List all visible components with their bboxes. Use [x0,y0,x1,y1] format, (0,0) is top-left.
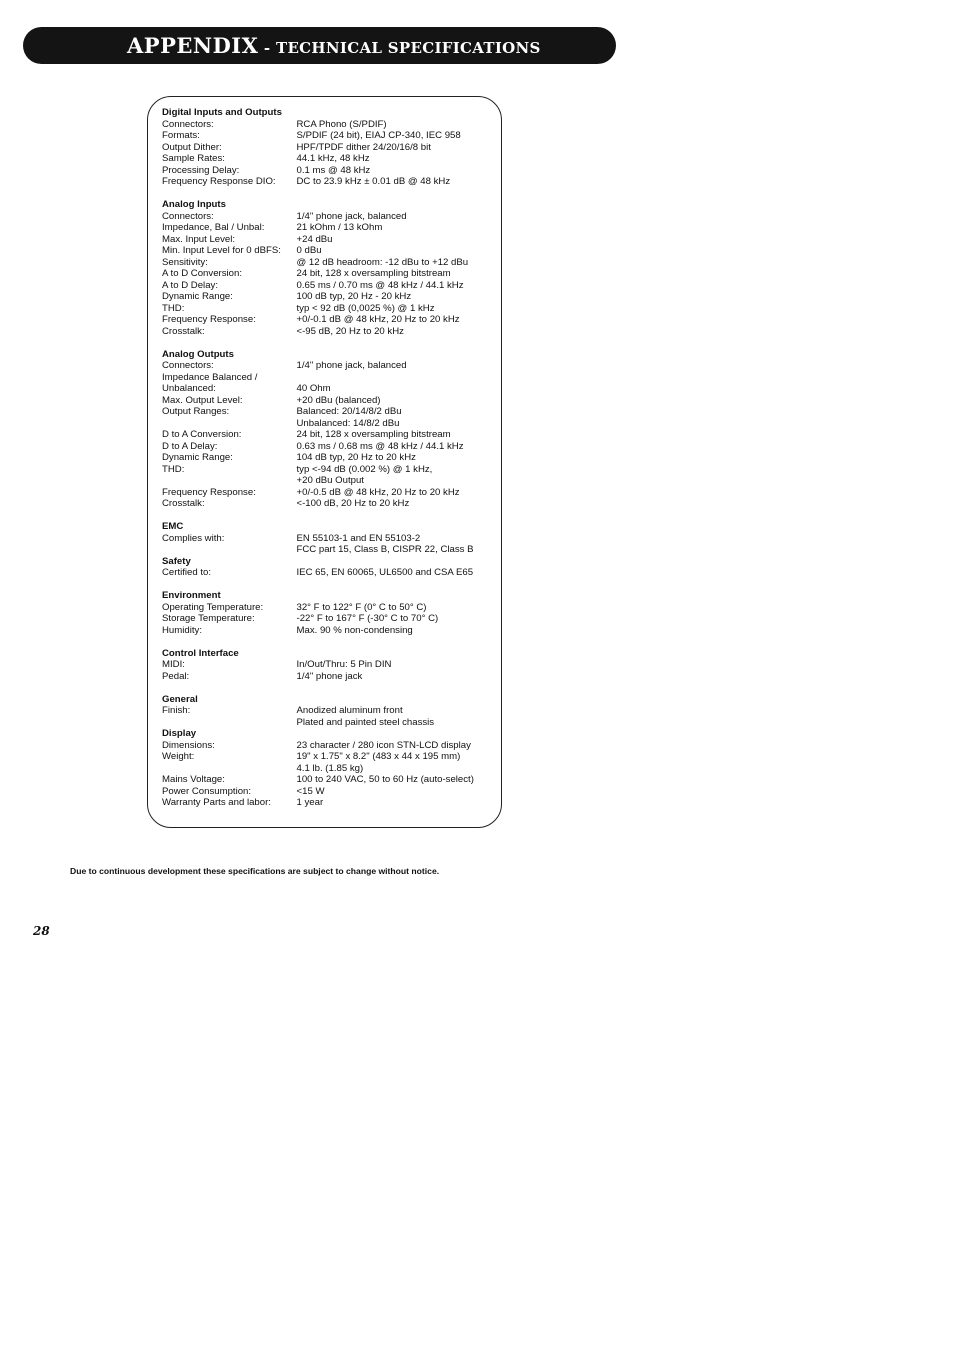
spec-label: Connectors: [162,118,214,130]
spec-label: Impedance, Bal / Unbal: [162,222,265,233]
section-title: Analog Outputs [162,348,234,360]
section-title: Safety [162,555,191,567]
spec-value: In/Out/Thru: 5 Pin DIN [296,659,392,670]
spec-section [162,349,500,510]
spec-row [162,740,500,752]
spec-label: Pedal: [162,670,190,682]
spec-row [162,280,500,292]
spec-row [162,395,500,407]
spec-label: Sensitivity: [162,256,208,268]
spec-label: Weight: [162,751,195,762]
spec-label: Max. Output Level: [162,394,243,406]
page-title [127,33,541,58]
spec-value: 1/4" phone jack, balanced [296,360,407,371]
spec-row [162,360,500,372]
spec-row [162,567,500,579]
spec-row [162,671,500,683]
spec-row [162,441,500,453]
header-banner [23,27,616,64]
section-title: Digital Inputs and Outputs [162,107,282,118]
spec-value: 24 bit, 128 x oversampling bitstream [296,429,451,440]
spec-value: 100 dB typ, 20 Hz - 20 kHz [296,291,412,302]
spec-label: D to A Conversion: [162,429,242,440]
spec-label: Finish: [162,705,191,716]
specifications-list [162,107,500,820]
spec-row [162,383,500,395]
spec-label: Formats: [162,130,200,141]
spec-value: FCC part 15, Class B, CISPR 22, Class B [296,544,474,555]
spec-row [162,774,500,786]
spec-label: THD: [162,463,185,475]
spec-row [162,153,500,165]
spec-row [162,452,500,464]
spec-label: Max. Input Level: [162,233,236,245]
spec-label [162,763,297,775]
spec-row [162,176,500,188]
spec-row [162,659,500,671]
spec-value: HPF/TPDF dither 24/20/16/8 bit [296,141,431,153]
spec-value: 1/4" phone jack, balanced [296,210,407,222]
spec-row [162,119,500,131]
spec-label: Crosstalk: [162,325,205,337]
spec-row [162,751,500,763]
spec-value: 1/4" phone jack [296,670,363,682]
section-title: Display [162,728,197,739]
spec-value: Max. 90 % non-condensing [296,624,413,636]
spec-row [162,314,500,326]
spec-row [162,464,500,476]
spec-value: <15 W [296,785,325,797]
spec-row [162,406,500,418]
spec-row [162,234,500,246]
spec-row [162,705,500,717]
spec-value: RCA Phono (S/PDIF) [296,118,387,130]
section-title: EMC [162,521,184,532]
spec-section [162,590,500,636]
spec-value: 24 bit, 128 x oversampling bitstream [296,268,451,279]
spec-row [162,326,500,338]
spec-value: 1 year [296,797,324,808]
spec-value: 104 dB typ, 20 Hz to 20 kHz [296,452,416,463]
spec-value: 0.65 ms / 0.70 ms @ 48 kHz / 44.1 kHz [296,279,464,291]
spec-value: +0/-0.1 dB @ 48 kHz, 20 Hz to 20 kHz [296,314,460,325]
spec-label: Frequency Response DIO: [162,176,276,187]
spec-value: <-95 dB, 20 Hz to 20 kHz [296,325,404,337]
spec-label: A to D Delay: [162,279,218,291]
spec-section [162,199,500,337]
section-title: Control Interface [162,647,239,659]
spec-label: D to A Delay: [162,440,218,452]
spec-row [162,763,500,775]
spec-label: Humidity: [162,624,202,636]
spec-row [162,544,500,556]
spec-row [162,130,500,142]
spec-label: Frequency Response: [162,314,256,325]
section-title: Environment [162,590,221,601]
spec-label: Min. Input Level for 0 dBFS: [162,245,281,256]
spec-label: Dimensions: [162,739,215,751]
spec-value: 21 kOhm / 13 kOhm [296,222,383,233]
page-number: 28 [33,924,50,938]
spec-label: Operating Temperature: [162,601,264,613]
spec-value: DC to 23.9 kHz ± 0.01 dB @ 48 kHz [296,176,451,187]
spec-row [162,487,500,499]
spec-value: +20 dBu (balanced) [296,394,381,406]
spec-row [162,797,500,809]
spec-label: Unbalanced: [162,383,216,394]
spec-row [162,222,500,234]
spec-value: -22° F to 167° F (-30° C to 70° C) [296,613,439,624]
spec-label: Connectors: [162,210,214,222]
spec-value: Anodized aluminum front [296,705,403,716]
spec-label: Connectors: [162,360,214,371]
spec-row [162,786,500,798]
spec-label: Frequency Response: [162,486,256,498]
spec-row [162,625,500,637]
title-sub: - TECHNICAL SPECIFICATIONS [258,39,541,57]
spec-value: IEC 65, EN 60065, UL6500 and CSA E65 [296,567,474,578]
section-title: Analog Inputs [162,199,226,210]
spec-label: Complies with: [162,532,225,544]
spec-value: 0.63 ms / 0.68 ms @ 48 kHz / 44.1 kHz [296,440,464,452]
spec-row [162,418,500,430]
spec-value: 23 character / 280 icon STN-LCD display [296,739,471,751]
spec-value: 19" x 1.75" x 8.2" (483 x 44 x 195 mm) [296,751,461,762]
spec-row [162,142,500,154]
spec-value: EN 55103-1 and EN 55103-2 [296,532,421,544]
spec-value: 4.1 lb. (1.85 kg) [296,762,364,774]
title-main: APPENDIX [127,33,259,58]
spec-value: 40 Ohm [296,383,331,394]
spec-label: Warranty Parts and labor: [162,797,271,808]
spec-value: 0.1 ms @ 48 kHz [296,164,371,176]
spec-value: +24 dBu [296,233,333,245]
spec-label: Crosstalk: [162,498,205,509]
spec-value: 0 dBu [296,245,322,256]
spec-row [162,717,500,729]
spec-value: S/PDIF (24 bit), EIAJ CP-340, IEC 958 [296,130,461,141]
spec-row [162,602,500,614]
spec-label: Storage Temperature: [162,613,255,624]
spec-row [162,268,500,280]
spec-label: A to D Conversion: [162,268,242,279]
spec-label [162,717,297,729]
spec-section [162,521,500,556]
spec-row [162,257,500,269]
spec-label: MIDI: [162,659,185,670]
spec-label: Output Dither: [162,141,222,153]
spec-label [162,475,297,487]
spec-value: Balanced: 20/14/8/2 dBu [296,406,402,417]
spec-row [162,613,500,625]
spec-label: Processing Delay: [162,164,240,176]
spec-section [162,556,500,579]
spec-label: Dynamic Range: [162,291,233,302]
spec-row [162,245,500,257]
spec-value: 32° F to 122° F (0° C to 50° C) [296,601,427,613]
spec-row [162,498,500,510]
change-notice: Due to continuous development these specifications are subject to change without notice. [70,866,440,876]
spec-value: <-100 dB, 20 Hz to 20 kHz [296,498,410,509]
spec-row [162,211,500,223]
spec-value: 44.1 kHz, 48 kHz [296,153,370,164]
section-title: General [162,693,198,705]
spec-label: Output Ranges: [162,406,230,417]
spec-label [162,544,297,556]
spec-value: Plated and painted steel chassis [296,716,435,728]
spec-value: Unbalanced: 14/8/2 dBu [296,417,400,429]
specifications-box [147,96,502,828]
spec-label [162,418,297,430]
spec-value: +0/-0.5 dB @ 48 kHz, 20 Hz to 20 kHz [296,486,460,498]
spec-label: THD: [162,302,185,314]
spec-section [162,107,500,188]
spec-label: Power Consumption: [162,785,252,797]
spec-label: Certified to: [162,567,212,578]
spec-section [162,648,500,683]
spec-value: @ 12 dB headroom: -12 dBu to +12 dBu [296,256,469,268]
spec-value: typ <-94 dB (0.002 %) @ 1 kHz, [296,463,433,475]
spec-row [162,291,500,303]
spec-row [162,165,500,177]
spec-row [162,372,500,384]
spec-label: Sample Rates: [162,153,225,164]
spec-row [162,475,500,487]
spec-section [162,728,500,809]
spec-value: +20 dBu Output [296,475,364,486]
spec-section [162,694,500,729]
spec-label: Impedance Balanced / [162,371,258,383]
spec-row [162,303,500,315]
spec-label: Mains Voltage: [162,774,225,785]
spec-value: 100 to 240 VAC, 50 to 60 Hz (auto-select) [296,774,474,785]
spec-label: Dynamic Range: [162,452,233,463]
spec-row [162,429,500,441]
spec-row [162,533,500,545]
spec-value: typ < 92 dB (0,0025 %) @ 1 kHz [296,302,435,314]
